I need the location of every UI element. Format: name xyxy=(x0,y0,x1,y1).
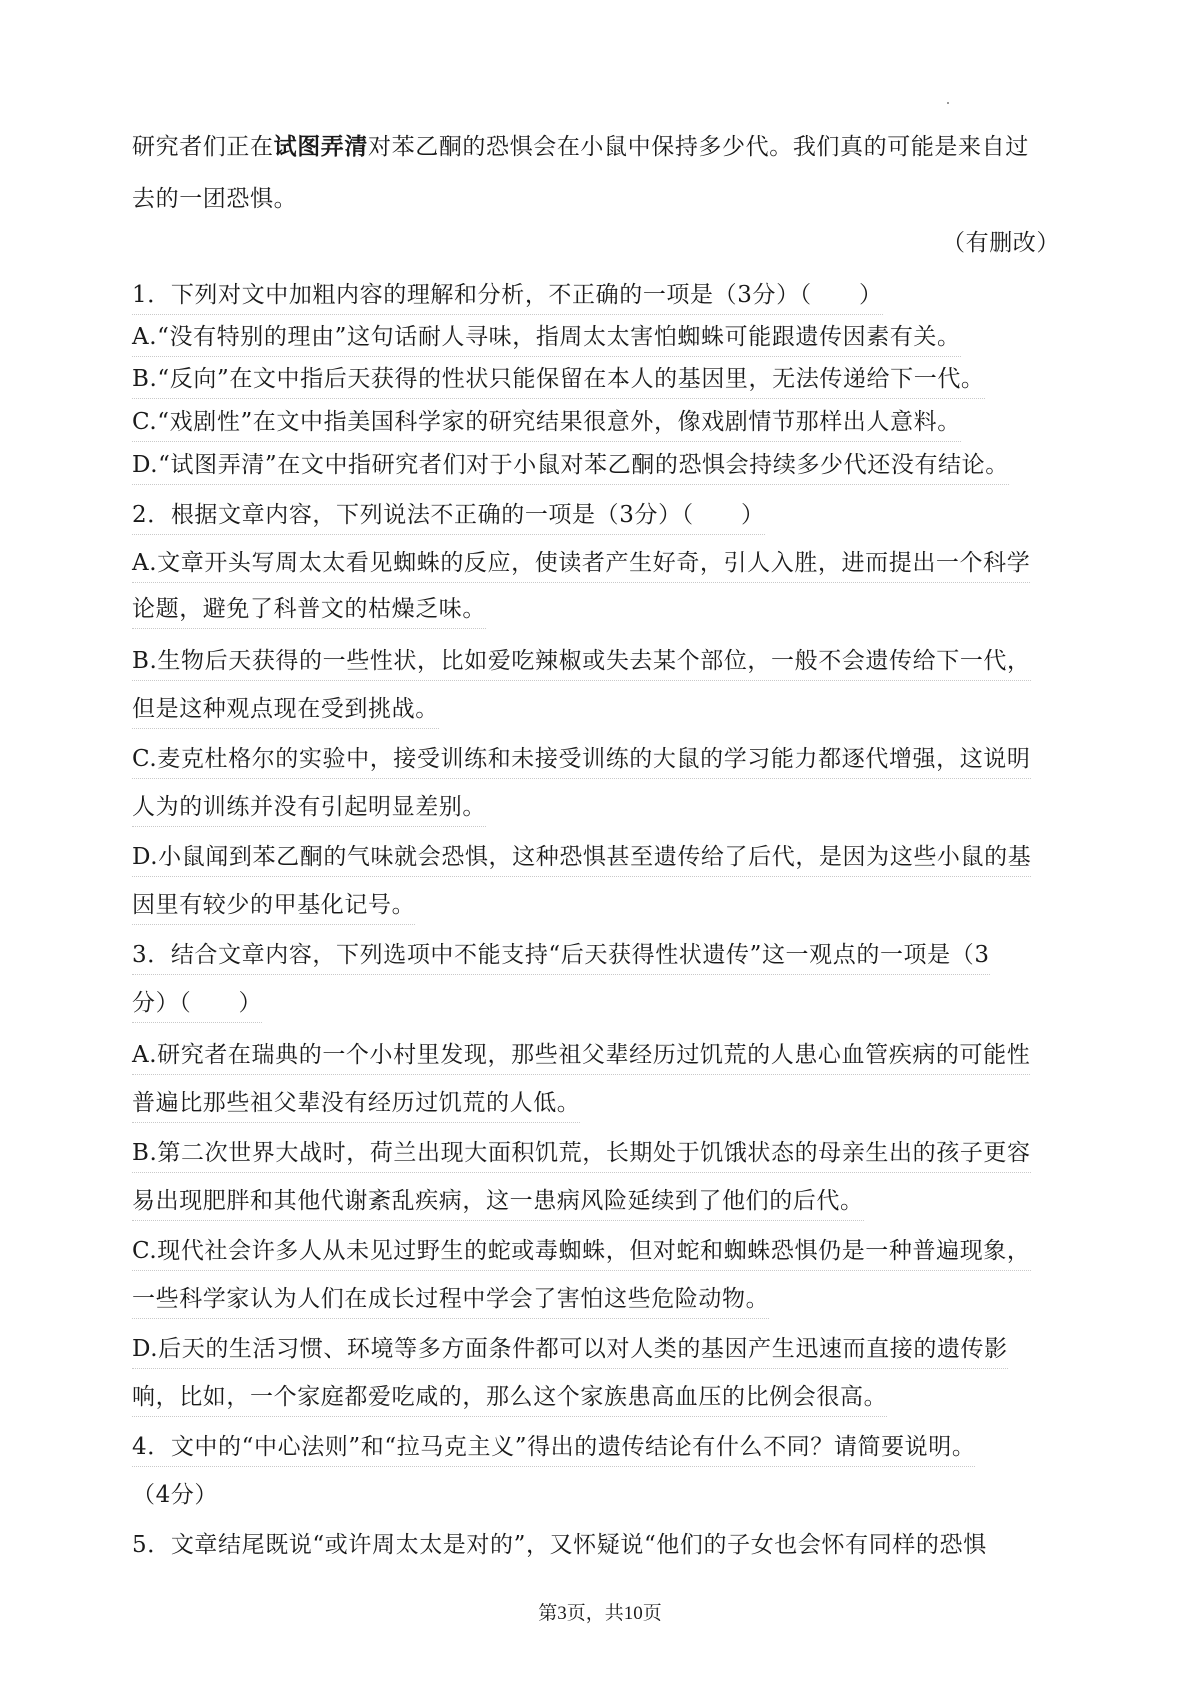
q3-option-a-line2: 普遍比那些祖父辈没有经历过饥荒的人低。 xyxy=(132,1086,580,1123)
q3-stem-line2: 分）（ ） xyxy=(132,986,262,1023)
q3-option-c-line1: C.现代社会许多人从未见过野生的蛇或毒蜘蛛，但对蛇和蜘蛛恐惧仍是一种普遍现象， xyxy=(132,1234,1031,1271)
q3-option-b-line2: 易出现肥胖和其他代谢紊乱疾病，这一患病风险延续到了他们的后代。 xyxy=(132,1184,864,1221)
q1-stem: 1．下列对文中加粗内容的理解和分析，不正确的一项是（3分）（ ） xyxy=(132,278,883,315)
q1-option-b: B.“反向”在文中指后天获得的性状只能保留在本人的基因里，无法传递给下一代。 xyxy=(132,362,985,399)
q1-option-a: A.“没有特别的理由”这句话耐人寻味，指周太太害怕蜘蛛可能跟遗传因素有关。 xyxy=(132,320,961,357)
q2-option-b-line1: B.生物后天获得的一些性状，比如爱吃辣椒或失去某个部位，一般不会遗传给下一代， xyxy=(132,644,1031,681)
passage-line-2: 去的一团恐惧。 xyxy=(132,186,298,212)
q2-option-a-line2: 论题，避免了科普文的枯燥乏味。 xyxy=(132,592,486,629)
q2-option-b-line2: 但是这种观点现在受到挑战。 xyxy=(132,692,439,729)
passage-text: 对苯乙酮的恐惧会在小鼠中保持多少代。我们真的可能是来自过 xyxy=(368,134,1029,160)
q3-option-a-line1: A.研究者在瑞典的一个小村里发现，那些祖父辈经历过饥荒的人患心血管疾病的可能性 xyxy=(132,1038,1030,1075)
q3-option-d-line2: 响，比如，一个家庭都爱吃咸的，那么这个家族患高血压的比例会很高。 xyxy=(132,1380,887,1417)
passage-text: 研究者们正在 xyxy=(132,134,274,160)
q2-option-a-line1: A.文章开头写周太太看见蜘蛛的反应，使读者产生好奇，引人入胜，进而提出一个科学 xyxy=(132,546,1030,583)
scan-speck xyxy=(947,102,949,104)
page-number-footer: 第3页，共10页 xyxy=(538,1603,662,1624)
q2-option-d-line2: 因里有较少的甲基化记号。 xyxy=(132,888,415,925)
q3-option-b-line1: B.第二次世界大战时，荷兰出现大面积饥荒，长期处于饥饿状态的母亲生出的孩子更容 xyxy=(132,1136,1031,1173)
bold-phrase: 试图弄清 xyxy=(273,133,369,160)
source-note: （有删改） xyxy=(942,230,1060,256)
q2-option-c-line2: 人为的训练并没有引起明显差别。 xyxy=(132,790,486,827)
q2-stem: 2．根据文章内容，下列说法不正确的一项是（3分）（ ） xyxy=(132,498,765,535)
q3-option-d-line1: D.后天的生活习惯、环境等多方面条件都可以对人类的基因产生迅速而直接的遗传影 xyxy=(132,1332,1008,1369)
q5-stem-line1: 5．文章结尾既说“或许周太太是对的”，又怀疑说“他们的子女也会怀有同样的恐惧 xyxy=(132,1532,987,1558)
q2-option-d-line1: D.小鼠闻到苯乙酮的气味就会恐惧，这种恐惧甚至遗传给了后代，是因为这些小鼠的基 xyxy=(132,840,1031,877)
q3-option-c-line2: 一些科学家认为人们在成长过程中学会了害怕这些危险动物。 xyxy=(132,1282,769,1319)
passage-line-1 xyxy=(132,130,1029,164)
q1-option-d: D.“试图弄清”在文中指研究者们对于小鼠对苯乙酮的恐惧会持续多少代还没有结论。 xyxy=(132,448,1009,485)
q1-option-c: C.“戏剧性”在文中指美国科学家的研究结果很意外，像戏剧情节那样出人意料。 xyxy=(132,405,961,442)
q4-stem-line1: 4．文中的“中心法则”和“拉马克主义”得出的遗传结论有什么不同？请简要说明。 xyxy=(132,1430,975,1467)
q2-option-c-line1: C.麦克杜格尔的实验中，接受训练和未接受训练的大鼠的学习能力都逐代增强，这说明 xyxy=(132,742,1031,779)
q3-stem-line1: 3．结合文章内容，下列选项中不能支持“后天获得性状遗传”这一观点的一项是（3 xyxy=(132,938,990,975)
q4-stem-line2: （4分） xyxy=(132,1482,219,1508)
